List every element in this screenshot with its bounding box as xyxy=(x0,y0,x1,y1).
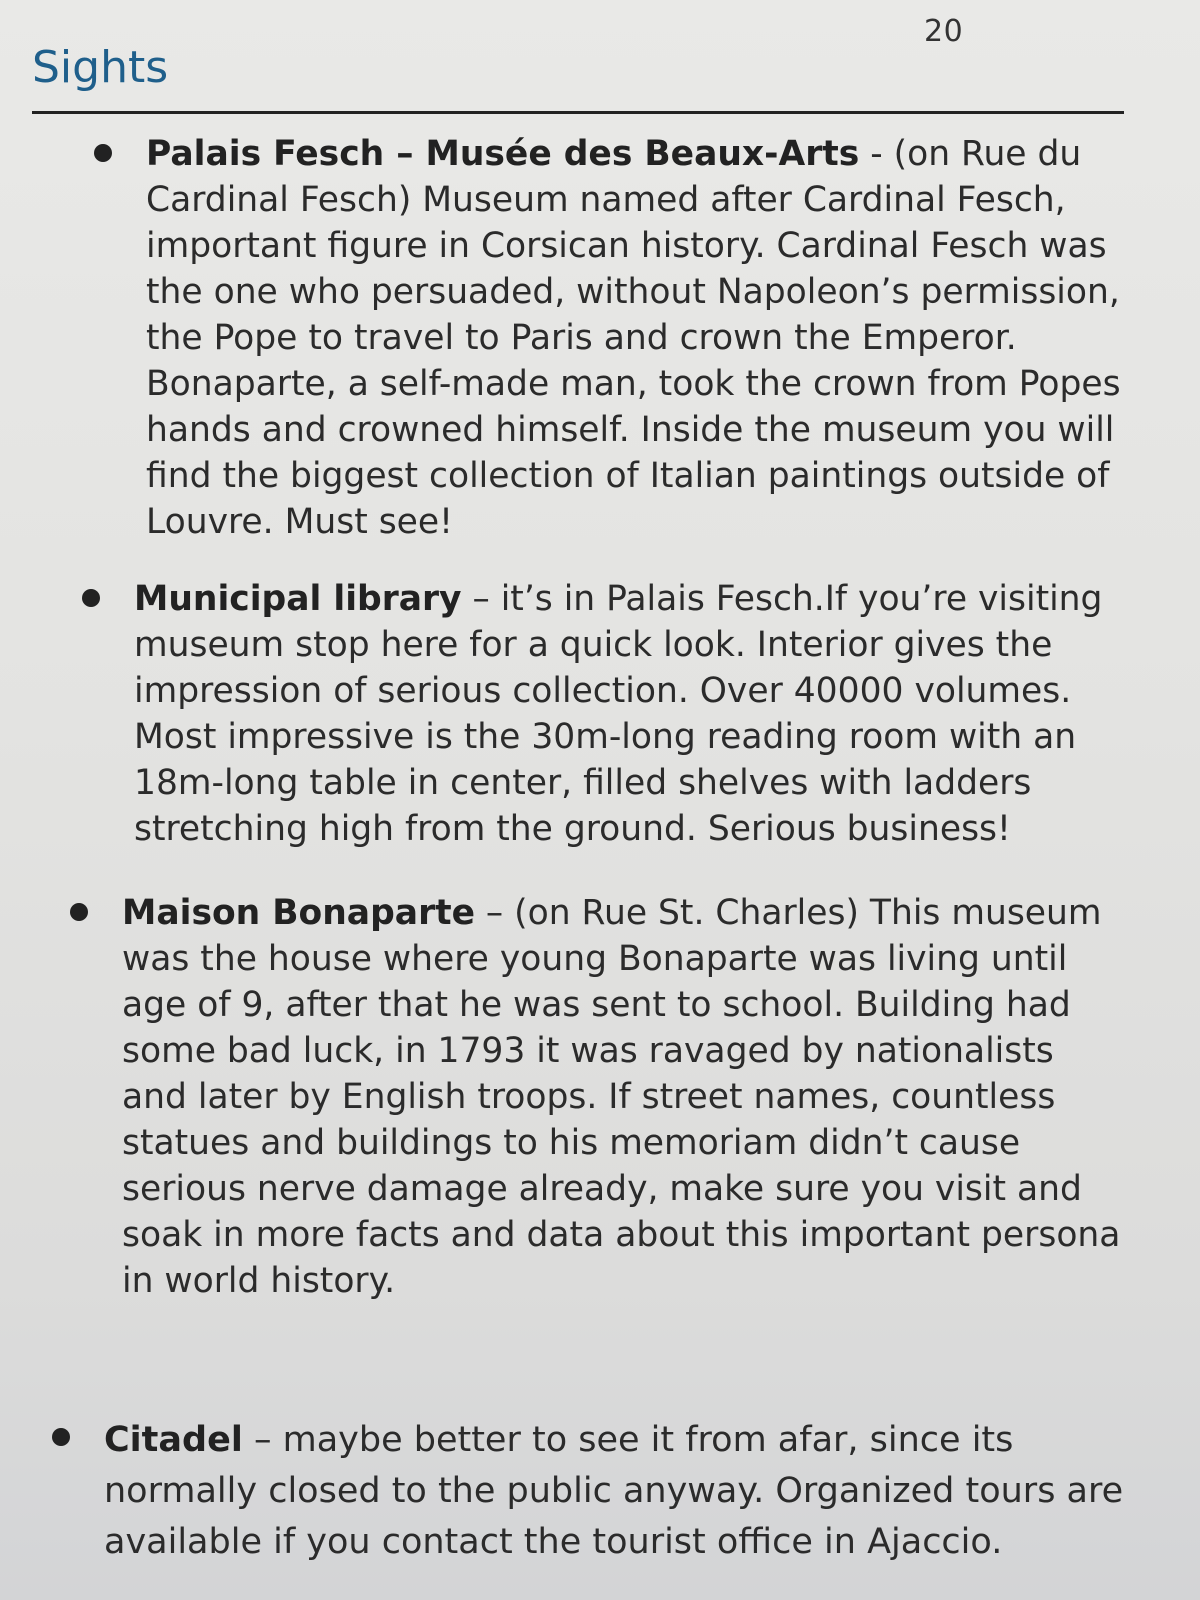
sight-description: it’s in Palais Fesch.If you’re visiting museum stop here for a quick look. Interior gives the impression of serious collection. Over 40000 volumes. Most impressive is the 30m-long reading room with an 18m-long table in center, filled shelves with ladders stretching high from the ground. Serious business! xyxy=(134,579,1103,849)
title-divider xyxy=(32,111,1124,114)
sight-item-maison-bonaparte xyxy=(122,890,1122,1304)
sight-name: Municipal library xyxy=(134,579,462,619)
page-number: 20 xyxy=(924,14,964,49)
sight-separator: - xyxy=(859,134,894,174)
sight-separator: – xyxy=(461,579,501,619)
sight-separator: – xyxy=(242,1420,283,1460)
sight-description: (on Rue St. Charles) This museum was the house where young Bonaparte was living until age of 9, after that he was sent to school. Building had some bad luck, in 1793 it was ravaged by nationalists and later by English troops. If street names, countless statues and buildings to his memoriam didn’t cause serious nerve damage already, make sure you visit and soak in more facts and data about this important persona in world history. xyxy=(122,893,1121,1301)
sight-item-municipal-library xyxy=(134,576,1134,852)
bullet-icon xyxy=(94,144,112,162)
sight-description: maybe better to see it from afar, since its normally closed to the public anyway. Organized tours are available if you contact the tourist office in Ajaccio. xyxy=(104,1420,1124,1562)
bullet-icon xyxy=(82,589,100,607)
sight-description: (on Rue du Cardinal Fesch) Museum named after Cardinal Fesch, important figure in Corsican history. Cardinal Fesch was the one who persuaded, without Napoleon’s permission, the Pope to travel to Paris and crown the Emperor. Bonaparte, a self-made man, took the crown from Popes hands and crowned himself. Inside the museum you will find the biggest collection of Italian paintings outside of Louvre. Must see! xyxy=(146,134,1121,542)
section-title: Sights xyxy=(32,42,169,93)
bullet-icon xyxy=(52,1428,70,1446)
bullet-icon xyxy=(70,903,88,921)
sight-name: Maison Bonaparte xyxy=(122,893,475,933)
sight-item-palais-fesch xyxy=(146,131,1141,545)
sight-separator: – xyxy=(474,893,515,933)
sight-name: Citadel xyxy=(104,1420,243,1460)
sight-name: Palais Fesch – Musée des Beaux-Arts xyxy=(146,134,860,174)
sight-item-citadel xyxy=(104,1415,1164,1568)
